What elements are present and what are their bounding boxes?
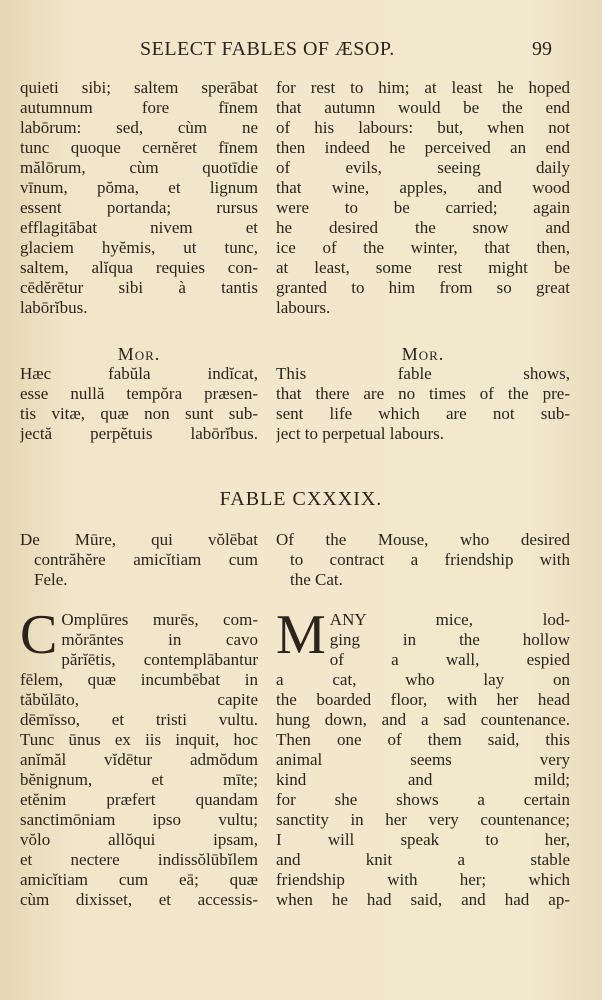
latin-moral-line: jectă perpĕtuis labōrĭbus. — [20, 424, 258, 443]
latin-moral-line: Hæc fabŭla indĭcat, — [20, 364, 258, 383]
english-line: labours. — [276, 298, 331, 317]
latin-line: labōrĭbus. — [20, 298, 88, 317]
english-body-line: kind and mild; — [276, 770, 570, 789]
english-body-line: a cat, who lay on — [276, 670, 570, 689]
latin-body-line: Omplūres murēs, com- — [61, 610, 258, 629]
latin-body-line: Tunc ūnus ex iis inquit, hoc — [20, 730, 258, 749]
latin-heading-line: Fele. — [34, 570, 68, 589]
latin-body-line: cùm dixisset, et accessis- — [20, 890, 258, 909]
english-moral-line: ject to perpetual labours. — [276, 424, 445, 443]
latin-line: autumnum fore fīnem — [20, 98, 258, 117]
english-body-line: friendship with her; which — [276, 870, 570, 889]
english-line: then indeed he perceived an end — [276, 138, 570, 157]
latin-fable-heading — [20, 530, 258, 590]
english-line: granted to him from so great — [276, 278, 570, 297]
page-header — [0, 38, 602, 62]
latin-body-line: sanctimōniam ipso vultu; — [20, 810, 258, 829]
latin-body-line: bĕnignum, et mīte; — [20, 770, 258, 789]
latin-body-line: et nectere indissŏlūbĭlem — [20, 850, 258, 869]
running-head: SELECT FABLES OF ÆSOP. — [140, 38, 395, 60]
latin-heading-line: De Mūre, qui vŏlēbat — [20, 530, 258, 549]
english-body-line: I will speak to her, — [276, 830, 570, 849]
english-line: that wine, apples, and wood — [276, 178, 570, 197]
latin-line: labōrum: sed, cùm ne — [20, 118, 258, 137]
latin-line: tunc quoque cernĕret fīnem — [20, 138, 258, 157]
english-body-line: animal seems very — [276, 750, 570, 769]
latin-heading-line: contrăhĕre amicĭtiam cum — [34, 550, 258, 569]
english-body-line: the boarded floor, with her head — [276, 690, 570, 709]
english-continuation — [276, 78, 570, 318]
latin-line: efflagitābat nivem et — [20, 218, 258, 237]
latin-body-line: mŏrāntes in cavo — [61, 630, 258, 649]
english-body-line: ANY mice, lod- — [329, 610, 570, 629]
english-line: for rest to him; at least he hoped — [276, 78, 570, 97]
english-drop-cap: M — [276, 604, 326, 666]
english-line: he desired the snow and — [276, 218, 570, 237]
latin-body-line: vŏlo allŏqui ipsam, — [20, 830, 258, 849]
latin-body-line: fēlem, quæ incumbēbat in — [20, 670, 258, 689]
english-body-line: ging in the hollow — [329, 630, 570, 649]
latin-fable-body — [20, 604, 258, 910]
english-moral-title: Mor. — [401, 344, 445, 364]
page-number: 99 — [532, 38, 552, 60]
latin-line: essent portanda; rursus — [20, 198, 258, 217]
english-fable-body — [276, 604, 570, 910]
latin-moral-line: esse nullă tempŏra præsen- — [20, 384, 258, 403]
latin-moral — [20, 344, 258, 444]
latin-line: saltem, alĭqua requies con- — [20, 258, 258, 277]
english-body-line: and knit a stable — [276, 850, 570, 869]
fable-title: FABLE CXXXIX. — [219, 488, 383, 510]
english-line: ice of the winter, that then, — [276, 238, 570, 257]
english-moral — [276, 344, 570, 444]
english-fable-heading — [276, 530, 570, 590]
english-line: were to be carried; again — [276, 198, 570, 217]
english-body-line: for she shows a certain — [276, 790, 570, 809]
english-heading-line: the Cat. — [290, 570, 343, 589]
latin-line: mălōrum, cùm quotīdie — [20, 158, 258, 177]
latin-continuation — [20, 78, 258, 318]
latin-line: quieti sibi; saltem sperābat — [20, 78, 258, 97]
english-line: that autumn would be the end — [276, 98, 570, 117]
english-body-line: hung down, and a sad countenance. — [276, 710, 570, 729]
latin-body-line: părĭētis, contemplābantur — [61, 650, 258, 669]
latin-line: cēdĕrētur sibi à tantis — [20, 278, 258, 297]
latin-moral-line: tis vitæ, quæ non sunt sub- — [20, 404, 258, 423]
english-body-line: of a wall, espied — [329, 650, 570, 669]
english-body-line: sanctity in her very countenance; — [276, 810, 570, 829]
english-heading-line: to contract a friendship with — [290, 550, 570, 569]
english-line: of his labours: but, when not — [276, 118, 570, 137]
latin-body-line: etĕnim præfert quandam — [20, 790, 258, 809]
english-body-line: when he had said, and had ap- — [276, 890, 570, 909]
english-moral-line: sent life which are not sub- — [276, 404, 570, 423]
english-heading-line: Of the Mouse, who desired — [276, 530, 570, 549]
latin-line: vīnum, pŏma, et lignum — [20, 178, 258, 197]
latin-body-line: dēmīsso, et tristi vultu. — [20, 710, 258, 729]
latin-body-line: tăbŭlāto, capite — [20, 690, 258, 709]
english-line: of evils, seeing daily — [276, 158, 570, 177]
latin-drop-cap: C — [20, 604, 58, 666]
latin-body-line: amicĭtiam cum eā; quæ — [20, 870, 258, 889]
english-moral-line: that there are no times of the pre- — [276, 384, 570, 403]
latin-line: glaciem hyĕmis, ut tunc, — [20, 238, 258, 257]
latin-body-line: anĭmăl vĭdētur admŏdum — [20, 750, 258, 769]
latin-moral-title: Mor. — [117, 344, 161, 364]
english-line: at least, some rest might be — [276, 258, 570, 277]
english-moral-line: This fable shows, — [276, 364, 570, 383]
english-body-line: Then one of them said, this — [276, 730, 570, 749]
